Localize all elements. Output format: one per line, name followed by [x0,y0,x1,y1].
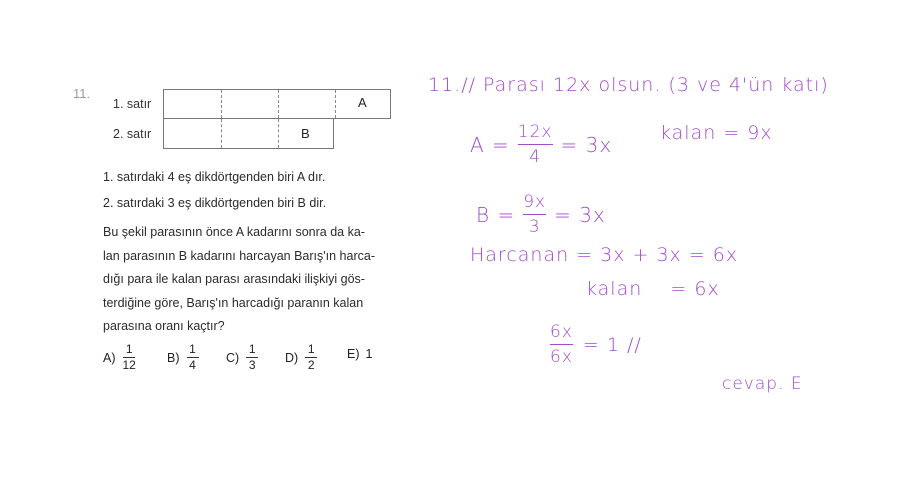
option-a-label: A) [103,350,116,365]
option-a-denominator: 12 [122,358,136,372]
paragraph-line: dığı para ile kalan parası arasındaki ilişkiyi gös- [103,272,365,287]
statement-1: 1. satırdaki 4 eş dikdörtgenden biri A dır. [103,170,326,184]
option-d[interactable] [285,343,317,372]
row-2-label: 2. satır [113,127,152,141]
solution-line-a [470,122,612,167]
option-d-denominator: 2 [307,358,315,372]
option-c-numerator: 1 [248,342,256,356]
solution-header: 11.// Parası 12x olsun. (3 ve 4'ün katı) [428,74,829,96]
option-b-numerator: 1 [189,342,196,356]
line-b-denominator: 3 [528,217,541,237]
paragraph-line: lan parasının B kadarını harcayan Barış'ın harca- [103,248,375,263]
option-c-denominator: 3 [248,358,256,372]
row-2-letter-b: B [301,126,310,141]
row-1-label: 1. satır [113,97,152,111]
paragraph-line: parasına oranı kaçtır? [103,319,225,334]
line-b-lhs: B = [476,202,516,227]
line-b-rhs: = 3x [554,202,606,227]
option-a-numerator: 1 [125,342,133,356]
solution-answer: cevap. E [722,374,803,394]
option-b-label: B) [167,350,180,365]
option-c-label: C) [226,350,240,365]
line-b-numerator: 9x [523,192,547,212]
option-d-numerator: 1 [307,342,315,356]
row-1-grid [163,89,391,119]
solution-line-b [476,192,606,237]
question-paragraph [103,221,403,339]
line-a-rhs: = 3x [560,132,613,157]
option-e-value: 1 [365,347,373,361]
option-b-denominator: 4 [189,358,196,372]
option-d-label: D) [285,350,299,365]
row-1-letter-a: A [358,95,367,110]
option-b[interactable] [167,343,199,372]
option-e[interactable] [347,347,372,361]
statement-2: 2. satırdaki 3 eş dikdörtgenden biri B dir. [103,196,327,210]
question-number: 11. [73,86,91,101]
ratio-rhs: = 1 // [582,333,642,356]
solution-kalan-9x: kalan = 9x [660,122,773,144]
option-c[interactable] [226,343,258,372]
solution-kalan-6x: kalan = 6x [586,278,720,300]
paragraph-line: terdiğine göre, Barış'ın harcadığı paranın kalan [103,295,364,310]
paragraph-line: Bu şekil parasının önce A kadarını sonra da ka- [103,225,365,239]
solution-ratio [550,322,642,367]
line-a-lhs: A = [470,132,510,157]
option-e-label: E) [347,347,360,361]
line-a-denominator: 4 [529,147,542,167]
option-a[interactable] [103,343,136,372]
solution-harcanan: Harcanan = 3x + 3x = 6x [470,244,739,266]
ratio-denominator: 6x [550,347,573,367]
ratio-numerator: 6x [550,322,573,342]
line-a-numerator: 12x [517,122,553,142]
